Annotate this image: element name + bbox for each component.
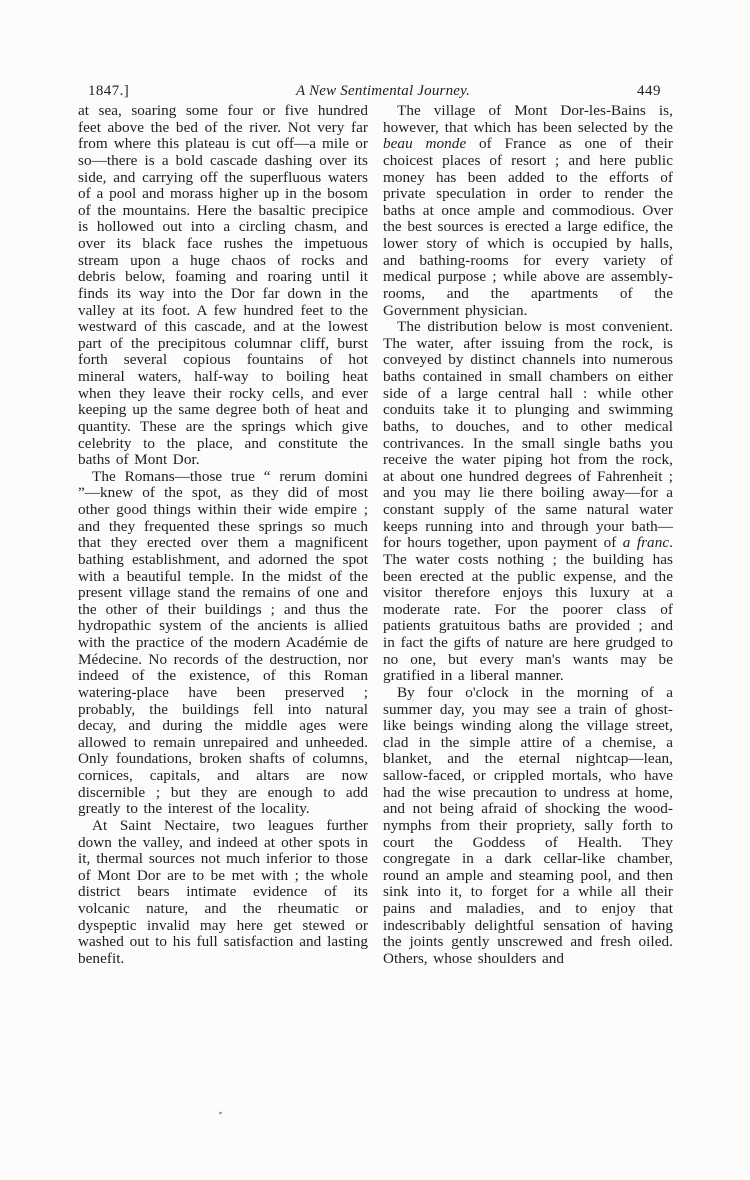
- text-columns: [78, 103, 673, 968]
- print-speck: [219, 1111, 223, 1114]
- header-page-number: 449: [637, 83, 661, 99]
- text-run: of France as one of their choicest places of resort ; and here public money has been added to the efforts of private speculation in order to render the baths at once ample and commodious. Over the best sources is erected a large edifice, the lower story of which is occupied by halls, and bathing-rooms for every variety of medical purpose ; while above are assembly-rooms, and the apartments of the Government physician.: [383, 135, 673, 319]
- paragraph: [383, 319, 673, 685]
- paragraph: [383, 685, 673, 968]
- paragraph: [78, 103, 368, 469]
- text-run: The village of Mont Dor-les-Bains is, however, that which has been selected by the: [383, 102, 673, 136]
- text-run: . The water costs nothing ; the building has been erected at the public expense, and the visitor therefore enjoys this luxury at a moderate rate. For the poorer class of patients gratuitous baths are provided ; and in fact the gifts of nature are here grudged to no one, but every man's wants may be gratified in a liberal manner.: [383, 534, 673, 685]
- paragraph: [383, 103, 673, 319]
- running-header: [78, 82, 673, 100]
- header-title: A New Sentimental Journey.: [296, 83, 471, 99]
- text-run: By four o'clock in the morning of a summer day, you may see a train of ghost-like beings winding along the village street, clad in the simple attire of a chemise, a blanket, and the eternal nightcap—lean, sallow-faced, or crippled mortals, who have had the wise precaution to undress at home, and not being afraid of shocking the wood-nymphs from their propriety, sally forth to court the Goddess of Health. They congregate in a dark cellar-like chamber, round an ample and steaming pool, and then sink into it, to forget for a while all their pains and maladies, and to enjoy that indescribably delightful sensation of having the joints gently unscrewed and fresh oiled. Others, whose shoulders and: [383, 683, 673, 967]
- right-column: [383, 103, 673, 968]
- text-run: at sea, soaring some four or five hundred feet above the bed of the river. Not very far from where this plateau is cut off—a mile or so—there is a bold cascade dashing over its side, and carrying off the superfluous waters of a pool and morass higher up in the bosom of the mountains. Here the basaltic precipice is hollowed out into a circling chasm, and over its black face rushes the impetuous stream upon a huge chaos of rocks and debris below, foaming and roaring until it finds its way into the Dor far down in the valley at its foot. A few hundred feet to the westward of this cascade, and at the lowest part of the precipitous columnar cliff, burst forth several copious fountains of hot mineral waters, half-way to boiling heat when they leave their rocky cells, and ever keeping up the same degree both of heat and quantity. These are the springs which give celebrity to the place, and constitute the baths of Mont Dor.: [78, 102, 368, 469]
- text-run: At Saint Nectaire, two leagues further down the valley, and indeed at other spots in it, thermal sources not much inferior to those of Mont Dor are to be met with ; the whole district bears intimate evidence of its volcanic nature, and the rheumatic or dyspeptic invalid may here get stewed or washed out to his full satisfaction and lasting benefit.: [78, 816, 368, 967]
- text-run: The Romans—those true “ rerum domini ”—knew of the spot, as they did of most other good things within their wide empire ; and they frequented these springs so much that they erected over them a magnificent bathing establishment, and adorned the spot with a beautiful temple. In the midst of the present village stand the remains of one and the other of their buildings ; and thus the hydropathic system of the ancients is allied with the practice of the modern Académie de Médecine. No records of the destruction, nor indeed of the existence, of this Roman watering-place have been preserved ; probably, the buildings fell into natural decay, and during the middle ages were allowed to remain unrepaired and unheeded. Only foundations, broken shafts of columns, cornices, capitals, and altars are now discernible ; but they are enough to add greatly to the interest of the locality.: [78, 467, 368, 818]
- italic-text-run: a franc: [622, 534, 670, 552]
- left-column: [78, 103, 368, 968]
- paragraph: [78, 469, 368, 818]
- paragraph: [78, 818, 368, 968]
- italic-text-run: beau monde: [383, 135, 467, 153]
- header-date: 1847.]: [88, 83, 130, 99]
- text-run: The distribution below is most convenient. The water, after issuing from the rock, is conveyed by distinct channels into numerous baths contained in small chambers on either side of a large central hall : while other conduits take it to plunging and swimming baths, to douches, and to other medical contrivances. In the small single baths you receive the water piping hot from the rock, at about one hundred degrees of Fahrenheit ; and you may lie there boiling away—for a constant supply of the same natural water keeps running into and through your bath—for hours together, upon payment of: [383, 318, 673, 552]
